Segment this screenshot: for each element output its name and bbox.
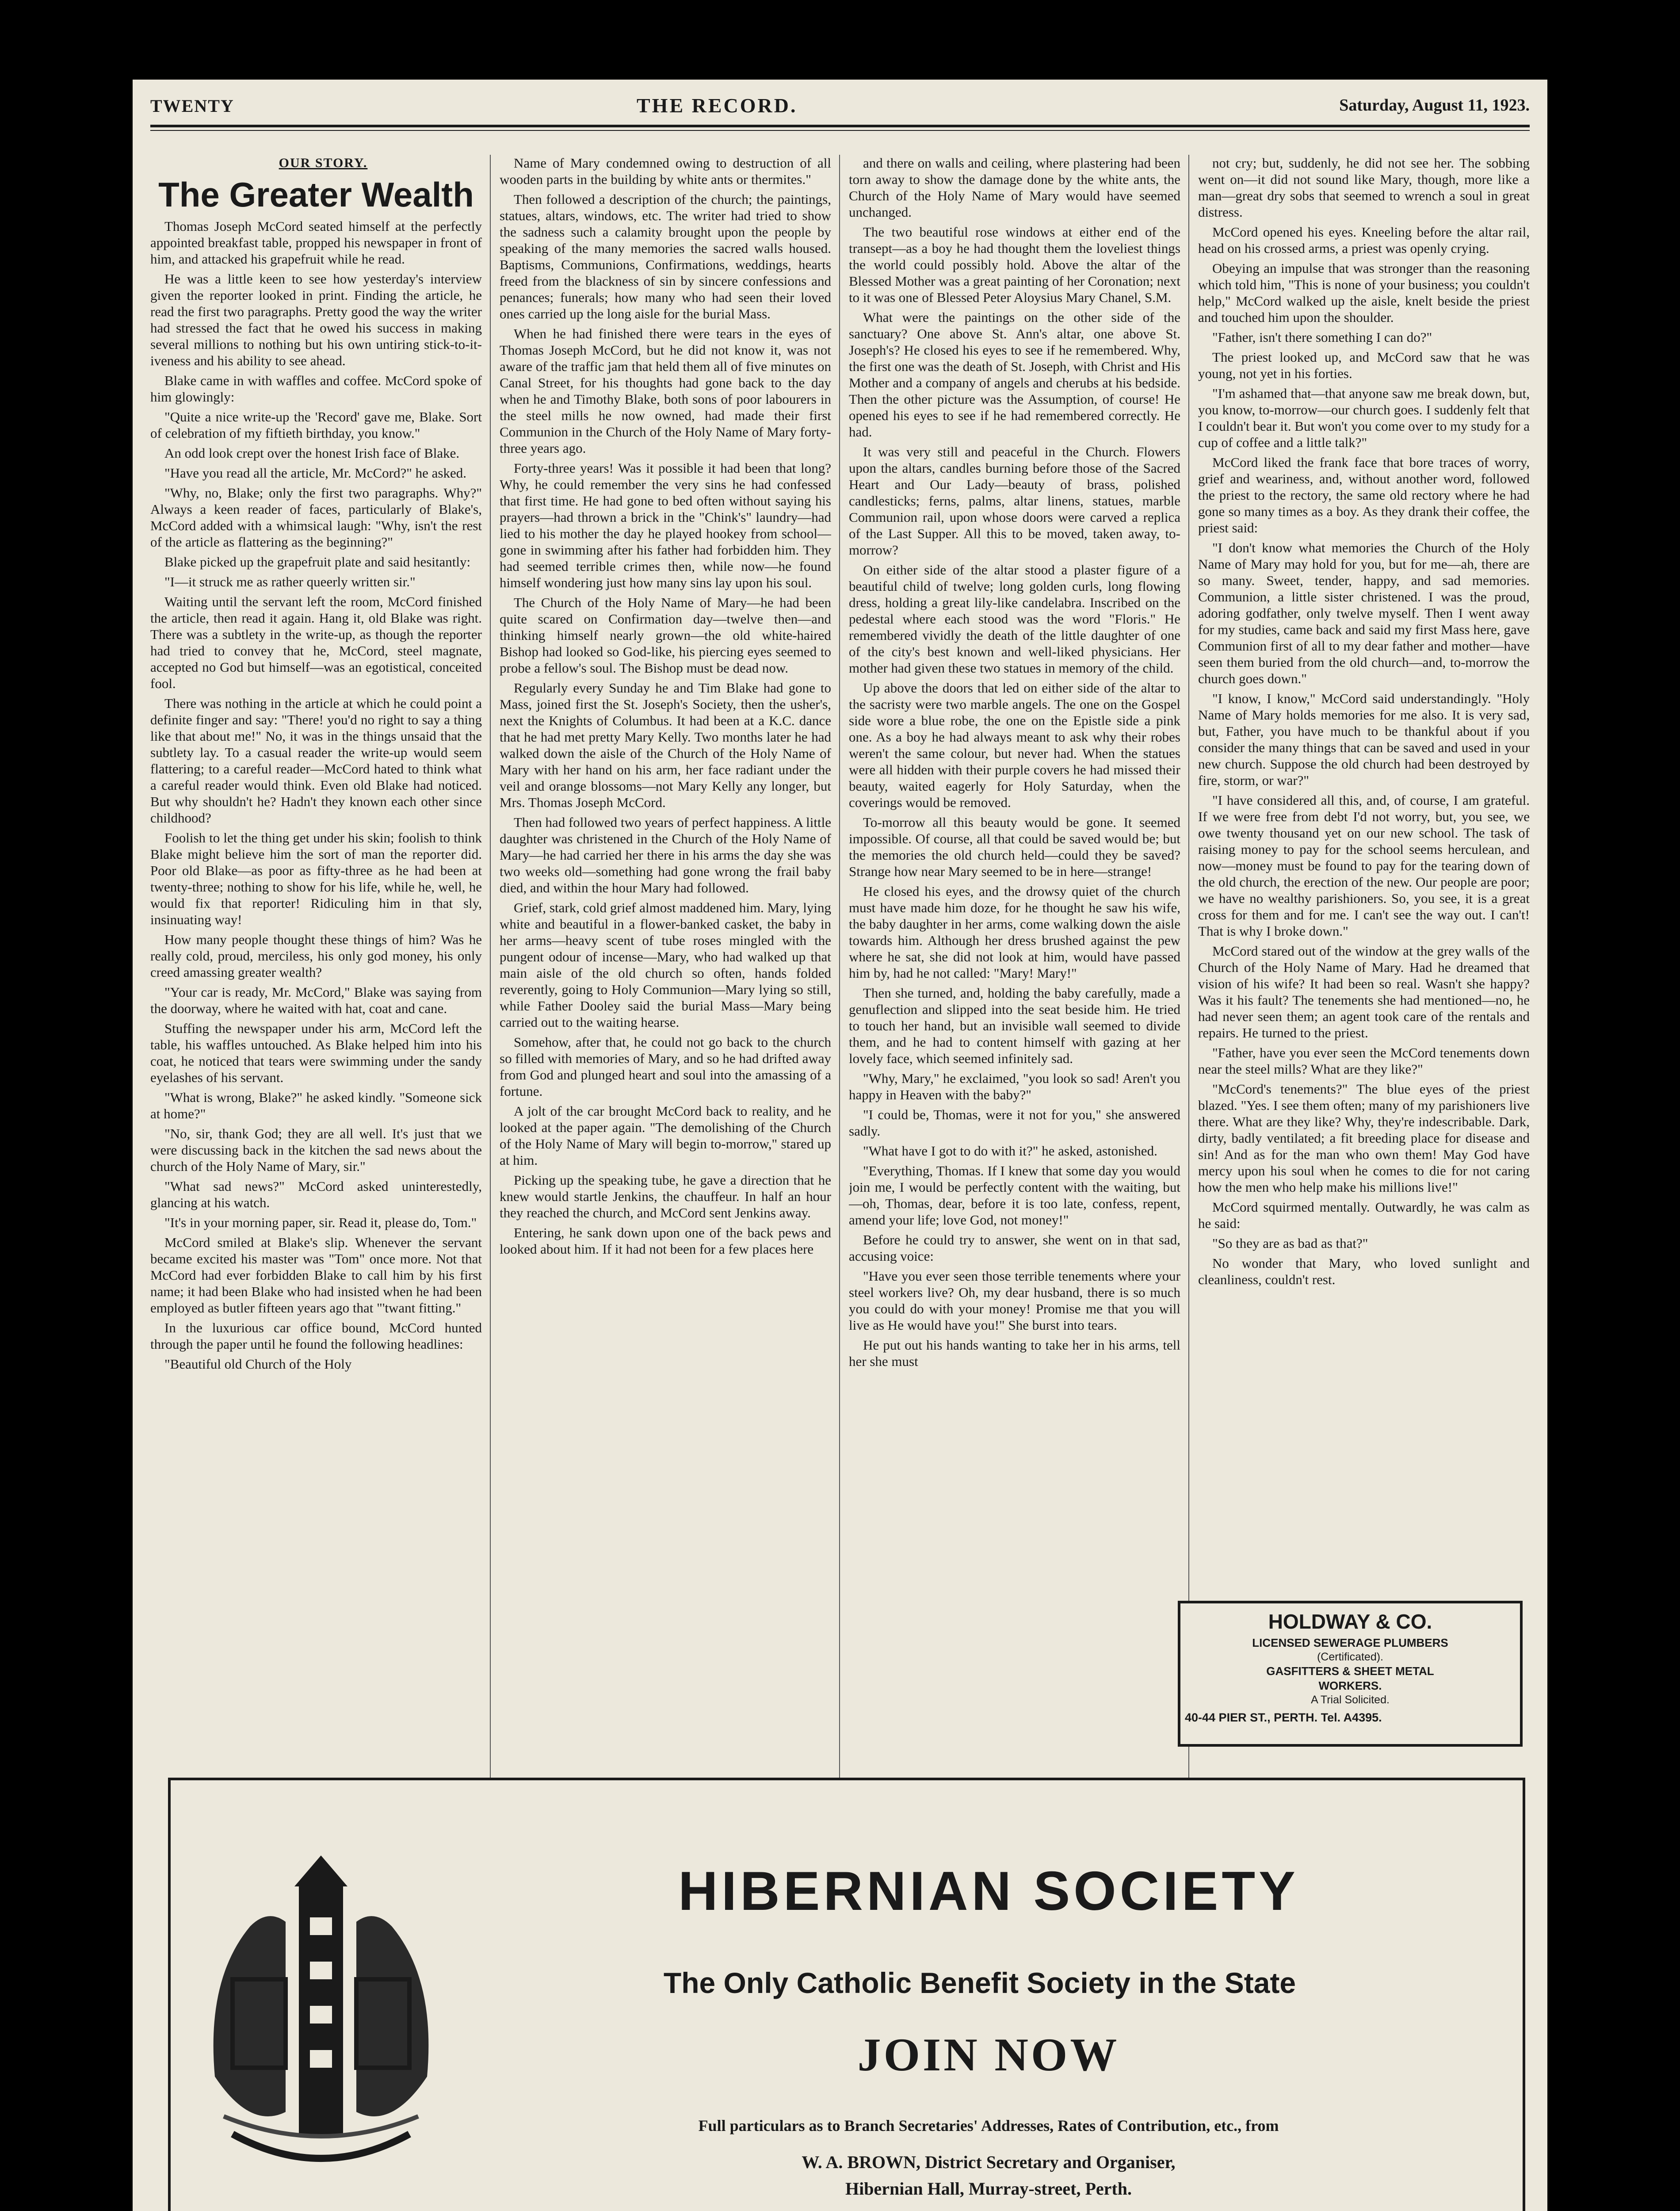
story-paragraph: "Beautiful old Church of the Holy xyxy=(164,1356,352,1372)
masthead xyxy=(150,92,1530,123)
story-paragraph: McCord squirmed mentally. Outwardly, he was calm as he said: xyxy=(1198,1199,1530,1231)
story-paragraph: Name of Mary condemned owing to destruction of all wooden parts in the building by white ants or thermites." xyxy=(500,155,831,187)
story-paragraph: An odd look crept over the honest Irish face of Blake. xyxy=(164,445,460,461)
column-3-body xyxy=(849,155,1180,1369)
story-paragraph: "McCord's tenements?" The blue eyes of the priest blazed. "Yes. I see them often; many of my parishioners live there. What are they like? Why, they're indescribable. Dark, dirty, badly ventilated; a fit breeding place for disease and sin! And as for the man who own them! May God have mercy upon his soul when he comes to die for not caring how the men who help make his millions live!" xyxy=(1198,1081,1530,1195)
story-paragraph: "Father, isn't there something I can do?" xyxy=(1212,329,1432,345)
story-paragraph: "Your car is ready, Mr. McCord," Blake was saying from the doorway, where he waited with hat, coat and cane. xyxy=(150,984,482,1016)
story-paragraph: "I have considered all this, and, of course, I am grateful. If we were free from debt I'd not worry, but, you see, we owe twenty thousand yet on our new school. The task of raising money to pay for the school seems herculean, and now—money must be found to pay for the tearing down of the old church, the erection of the new. Our people are poor; we have no wealthy parishioners. So, you see, it is a great cross for them and for me. I can't see the way out. I can't! That is why I broke down." xyxy=(1198,792,1530,939)
story-paragraph: Somehow, after that, he could not go back to the church so filled with memories of Mary, and so he had drifted away from God and plunged heart and soul into the amassing of a fortune. xyxy=(500,1034,831,1099)
story-paragraph: "Everything, Thomas. If I knew that some day you would join me, I would be perfectly content with the waiting, but—oh, Thomas, dear, before it is too late, confess, repent, amend your life; love God, not money!" xyxy=(849,1163,1180,1228)
story-paragraph: Blake picked up the grapefruit plate and said hesitantly: xyxy=(164,554,471,570)
masthead-rule xyxy=(150,125,1530,127)
story-paragraph: The priest looked up, and McCord saw that he was young, not yet in his forties. xyxy=(1198,349,1530,381)
column-2-body xyxy=(500,155,831,1257)
story-paragraph: The Church of the Holy Name of Mary—he had been quite scared on Confirmation day—twelve then—and thinking himself nearly grown—the old white-haired Bishop had looked so God-like, his piercing eyes seemed to probe a fellow's soul. The Bishop must be dead now. xyxy=(500,595,831,676)
story-paragraph: What were the paintings on the other side of the sanctuary? One above St. Ann's altar, one above St. Joseph's? He closed his eyes to see if he remembered. Why, the first one was the death of St. Joseph, with Christ and His Mother and a company of angels and cherubs at his bedside. Then the other picture was the Assumption, of course! He opened his eyes to see if he had remembered correctly. He had. xyxy=(849,310,1180,440)
story-paragraph: Then she turned, and, holding the baby carefully, made a genuflection and slipped into the seat beside him. He tried to touch her hand, but an invisible wall seemed to divide them, and he had to content himself with gazing at her lovely face, which seemed infinitely sad. xyxy=(849,985,1180,1066)
story-paragraph: It was very still and peaceful in the Church. Flowers upon the altars, candles burning before those of the Sacred Heart and Our Lady—beauty of brass, polished candlesticks; ferns, palms, altar linens, statues, marble Communion rail, upon whose doors were carved a replica of the Last Supper. All this to be moved, taken away, to-morrow? xyxy=(849,444,1180,558)
story-paragraph: McCord liked the frank face that bore traces of worry, grief and weariness, and, without another word, followed the priest to the rectory, the same old rectory where he had gone so many times as a boy. As they drank their coffee, the priest said: xyxy=(1198,455,1530,536)
story-paragraph: McCord smiled at Blake's slip. Whenever the servant became excited his master was "Tom" once more. Not that McCord had ever forbidden Blake to call him by his first name; it had been Blake who had insisted when he had been employed as butler fifteen years ago that "'twant fitting." xyxy=(150,1235,482,1316)
ad-address: 40-44 PIER ST., PERTH. Tel. A4395. xyxy=(1185,1711,1382,1724)
story-paragraph: Blake came in with waffles and coffee. McCord spoke of him glowingly: xyxy=(150,373,482,405)
hibernian-society-advertisement xyxy=(168,1778,1525,2211)
story-paragraph: not cry; but, suddenly, he did not see her. The sobbing went on—it did not sound like Mary, though, more like a man—great dry sobs that seemed to wrench a soul in great distress. xyxy=(1198,155,1530,220)
newspaper-page xyxy=(133,80,1547,2211)
story-paragraph: Then followed a description of the church; the paintings, statues, altars, windows, etc. The writer had tried to show the sadness such a calamity brought upon the people by speaking of the many memories the sacred walls housed. Baptisms, Communions, Confirmations, weddings, hearts freed from the blackness of sin by sincere confessions and penances; funerals; how many who had seen their loved ones carried up the long aisle for the burial Mass. xyxy=(500,191,831,321)
story-paragraph: "No, sir, thank God; they are all well. It's just that we were discussing back in the kitchen the sad news about the church of the Holy Name of Mary, sir." xyxy=(150,1126,482,1174)
story-paragraph: Waiting until the servant left the room, McCord finished the article, then read it again. Hang it, old Blake was right. There was a subtlety in the write-up, as though the reporter had tried to convey that he, McCord, steel magnate, accepted no God but himself—was an egotistical, conceited fool. xyxy=(150,594,482,691)
story-paragraph: Stuffing the newspaper under his arm, McCord left the table, his waffles untouched. As Blake helped him into his coat, he noticed that tears were swimming under the sandy eyelashes of his servant. xyxy=(150,1021,482,1085)
story-headline: The Greater Wealth xyxy=(158,175,474,214)
story-paragraph: "So they are as bad as that?" xyxy=(1212,1236,1368,1251)
ad-line: A Trial Solicited. xyxy=(1311,1694,1390,1706)
particulars-line: Full particulars as to Branch Secretaries' Addresses, Rates of Contribution, etc., from xyxy=(698,2117,1279,2134)
ad-line: (Certificated). xyxy=(1317,1651,1384,1663)
story-paragraph: Regularly every Sunday he and Tim Blake had gone to Mass, joined first the St. Joseph's Society, then the usher's, next the Knights of Columbus. It had been at a K.C. dance that he had met pretty Mary Kelly. Two months later he had walked down the aisle of the Church of the Holy Name of Mary with her hand on his arm, her face radiant under the veil and orange blossoms—not Mary Kelly any longer, but Mrs. Thomas Joseph McCord. xyxy=(500,680,831,810)
story-paragraph: "Father, have you ever seen the McCord tenements down near the steel mills? What are they like?" xyxy=(1198,1045,1530,1077)
story-paragraph: He put out his hands wanting to take her in his arms, tell her she must xyxy=(849,1337,1180,1369)
story-paragraph: "I know, I know," McCord said understandingly. "Holy Name of Mary holds memories for me also. It is very sad, but, Father, you have much to be thankful about if you consider the many things that can be saved and used in your new church. Suppose the old church had been destroyed by fire, storm, or war?" xyxy=(1198,691,1530,788)
story-paragraph: and there on walls and ceiling, where plastering had been torn away to show the damage done by the white ants, the Church of the Holy Name of Mary would have seemed unchanged. xyxy=(849,155,1180,220)
story-paragraph: "Quite a nice write-up the 'Record' gave me, Blake. Sort of celebration of my fiftieth birthday, you know." xyxy=(150,409,482,441)
story-paragraph: Grief, stark, cold grief almost maddened him. Mary, lying white and beautiful in a flower-banked casket, the baby in her arms—heavy scent of tube roses mingled with the pungent odour of incense—Mary, who had walked up that main aisle of the old church so often, hands folded reverently, going to Holy Communion—Mary lying so still, while Father Dooley said the burial Mass—Mary being carried out to the waiting hearse. xyxy=(500,900,831,1030)
story-paragraph: Thomas Joseph McCord seated himself at the perfectly appointed breakfast table, propped his newspaper in front of him, and attacked his grapefruit while he read. xyxy=(150,218,482,267)
story-paragraph: "What have I got to do with it?" he asked, astonished. xyxy=(863,1143,1157,1159)
story-paragraph: He closed his eyes, and the drowsy quiet of the church must have made him doze, for he thought he saw his wife, the baby daughter in her arms, come walking down the aisle towards him. Although her dress brushed against the pew where he sat, she did not look at him, would have passed him by, had he not called: "Mary! Mary!" xyxy=(849,884,1180,981)
story-paragraph: There was nothing in the article at which he could point a definite finger and say: "There! you'd no right to say a thing like that about me!" No, it was in the things unsaid that the subtlety lay. To a casual reader the write-up would seem flattering; to a careful reader—McCord hated to think what a careful reader would think. Even old Blake had noticed. But why shouldn't he? Hadn't they known each other since childhood? xyxy=(150,696,482,826)
story-paragraph: "Have you read all the article, Mr. McCord?" he asked. xyxy=(164,465,466,481)
join-now-heading: JOIN NOW xyxy=(857,2029,1120,2081)
story-paragraph: To-morrow all this beauty would be gone. It seemed impossible. Of course, all that could be saved would be; but the memories the old church held—could they be saved? Strange how near Mary seemed to be in here—strange! xyxy=(849,815,1180,879)
story-paragraph: How many people thought these things of him? Was he really cold, proud, merciless, his only god money, his only creed amassing greater wealth? xyxy=(150,932,482,980)
story-paragraph: Obeying an impulse that was stronger than the reasoning which told him, "This is none of your business; you couldn't help," McCord walked up the aisle, knelt beside the priest and touched him upon the shoulder. xyxy=(1198,260,1530,325)
story-paragraph: When he had finished there were tears in the eyes of Thomas Joseph McCord, but he did not know it, was not aware of the traffic jam that held them all of five minutes on Canal Street, for his thoughts had gone back to the day when he and Timothy Blake, both sons of poor labourers in the steel mills he now owned, had made their first Communion in the Church of the Holy Name of Mary forty-three years ago. xyxy=(500,326,831,456)
story-paragraph: "I'm ashamed that—that anyone saw me break down, but, you know, to-morrow—our church goes. I suddenly felt that I couldn't bear it. But won't you come over to my study for a cup of coffee and a little talk?" xyxy=(1198,386,1530,450)
story-paragraph: Before he could try to answer, she went on in that sad, accusing voice: xyxy=(849,1232,1180,1264)
story-paragraph: Then had followed two years of perfect happiness. A little daughter was christened in the Church of the Holy Name of Mary—he had carried her there in his arms the day she was two weeks old—something had gone wrong the frail baby died, and within the hour Mary had followed. xyxy=(500,815,831,895)
story-paragraph: "I—it struck me as rather queerly written sir." xyxy=(164,574,416,589)
society-tagline: The Only Catholic Benefit Society in the State xyxy=(663,1966,1296,1999)
holdway-advertisement xyxy=(1178,1601,1523,1747)
story-paragraph: "I don't know what memories the Church of the Holy Name of Mary may hold for you, but for me—ah, there are so many. Sweet, tender, happy, and sad memories. Communion, a little sister christened. I was the proud, adoring godfather, only twelve myself. Then I went away for my studies, came back and said my first Mass here, gave Communion first of all to my dear father and mother—have seen them buried from the old church—and, to-morrow the church goes down." xyxy=(1198,540,1530,686)
story-paragraph: Foolish to let the thing get under his skin; foolish to think Blake might believe him the sort of man the reporter did. Poor old Blake—as poor as fifty-three as he had been at twenty-three; nothing to show for his life, while he, well, he would fix that reporter! Ridiculing him in that sly, insinuating way! xyxy=(150,830,482,927)
column-1-body xyxy=(150,218,482,1372)
story-paragraph: In the luxurious car office bound, McCord hunted through the paper until he found the following headlines: xyxy=(150,1320,482,1352)
story-paragraph: "Have you ever seen those terrible tenements where your steel workers live? Oh, my dear husband, there is so much you could do with your money! Promise me that you will live as He would have you!" She burst into tears. xyxy=(849,1268,1180,1333)
story-paragraph: "It's in your morning paper, sir. Read it, please do, Tom." xyxy=(164,1215,477,1230)
newspaper-title: THE RECORD. xyxy=(637,94,798,117)
story-paragraph: "What sad news?" McCord asked uninterestedly, glancing at his watch. xyxy=(150,1178,482,1210)
secretary-line: W. A. BROWN, District Secretary and Organiser, xyxy=(802,2152,1176,2172)
story-paragraph: No wonder that Mary, who loved sunlight and cleanliness, couldn't rest. xyxy=(1198,1255,1530,1287)
ad-line: WORKERS. xyxy=(1318,1679,1382,1692)
masthead-rule-thin xyxy=(150,130,1530,131)
story-kicker: OUR STORY. xyxy=(279,156,368,170)
hall-address: Hibernian Hall, Murray-street, Perth. xyxy=(845,2179,1132,2199)
society-name: HIBERNIAN SOCIETY xyxy=(678,1861,1299,1922)
story-paragraph: McCord stared out of the window at the grey walls of the Church of the Holy Name of Mary. Had he dreamed that vision of his wife? It had been so real. Wasn't she happy? Was it his fault? The tenements she had mentioned—no, he had never seen them; an agent took care of the rentals and repairs. He turned to the priest. xyxy=(1198,943,1530,1040)
story-paragraph: "What is wrong, Blake?" he asked kindly. "Someone sick at home?" xyxy=(150,1090,482,1121)
story-paragraph: The two beautiful rose windows at either end of the transept—as a boy he had thought them the loveliest things the world could possibly hold. Above the altar of the Blessed Mother was a great painting of her Coronation; next to it was one of Blessed Peter Aloysius Mary Chanel, S.M. xyxy=(849,224,1180,305)
story-paragraph: Entering, he sank down upon one of the back pews and looked about him. If it had not been for a few places here xyxy=(500,1225,831,1257)
story-paragraph: Up above the doors that led on either side of the altar to the sacristy were two marble angels. The one on the Gospel side wore a blue robe, the one on the Epistle side a pink one. As a boy he had always meant to ask why their robes weren't the same colour, but never had. When the statues were all hidden with their purple covers he had missed their beauty, waited eagerly for Holy Saturday, when the coverings would be removed. xyxy=(849,680,1180,810)
story-column-4 xyxy=(1198,155,1530,1587)
ad-line: GASFITTERS & SHEET METAL xyxy=(1266,1664,1434,1678)
story-paragraph: He was a little keen to see how yesterday's interview given the reporter looked in print. Finding the article, he read the first two paragraphs. Pretty good the way the writer had stressed the fact that he owed his success in making several millions to nothing but his own untiring stick-to-it-iveness and his ability to see ahead. xyxy=(150,271,482,368)
ad-line: LICENSED SEWERAGE PLUMBERS xyxy=(1252,1636,1448,1649)
ad-firm-name: HOLDWAY & CO. xyxy=(1268,1610,1432,1633)
column-4-body xyxy=(1198,155,1530,1288)
story-paragraph: "Why, Mary," he exclaimed, "you look so sad! Aren't you happy in Heaven with the baby?" xyxy=(849,1071,1180,1102)
story-paragraph: On either side of the altar stood a plaster figure of a beautiful child of twelve; long golden curls, long flowing dress, holding a great lily-like candelabra. Inscribed on the pedestal where each stood was the word "Floris." He remembered vividly the death of the little daughter of one of the city's best known and well-liked physicians. Her mother had given these two statues in memory of the child. xyxy=(849,562,1180,676)
story-paragraph: McCord opened his eyes. Kneeling before the altar rail, head on his crossed arms, a priest was openly crying. xyxy=(1198,224,1530,256)
story-paragraph: A jolt of the car brought McCord back to reality, and he looked at the paper again. "The demolishing of the Church of the Holy Name of Mary will begin to-morrow," stared up at him. xyxy=(500,1103,831,1168)
story-paragraph: "I could be, Thomas, were it not for you," she answered sadly. xyxy=(849,1107,1180,1139)
story-paragraph: Forty-three years! Was it possible it had been that long? Why, he could remember the very sins he had confessed that first time. He had gone to bed often without saying his prayers—had thrown a brick in the "Chink's" laundry—had lied to his mother the day he played hookey from school—gone in swimming after his father had forbidden him. They had seemed terrible crimes then, while now—he found himself wondering just how many sins lay upon his soul. xyxy=(500,460,831,590)
harp-tower-emblem-icon xyxy=(197,1847,445,2183)
issue-date: Saturday, August 11, 1923. xyxy=(1339,96,1530,115)
page-number: TWENTY xyxy=(150,96,234,116)
story-paragraph: "Why, no, Blake; only the first two paragraphs. Why?" Always a keen reader of faces, particularly of Blake's, McCord added with a whimsical laugh: "Why, isn't the rest of the article as flattering as the beginning?" xyxy=(150,485,482,550)
story-paragraph: Picking up the speaking tube, he gave a direction that he knew would startle Jenkins, the chauffeur. In half an hour they reached the church, and McCord sent Jenkins away. xyxy=(500,1172,831,1220)
